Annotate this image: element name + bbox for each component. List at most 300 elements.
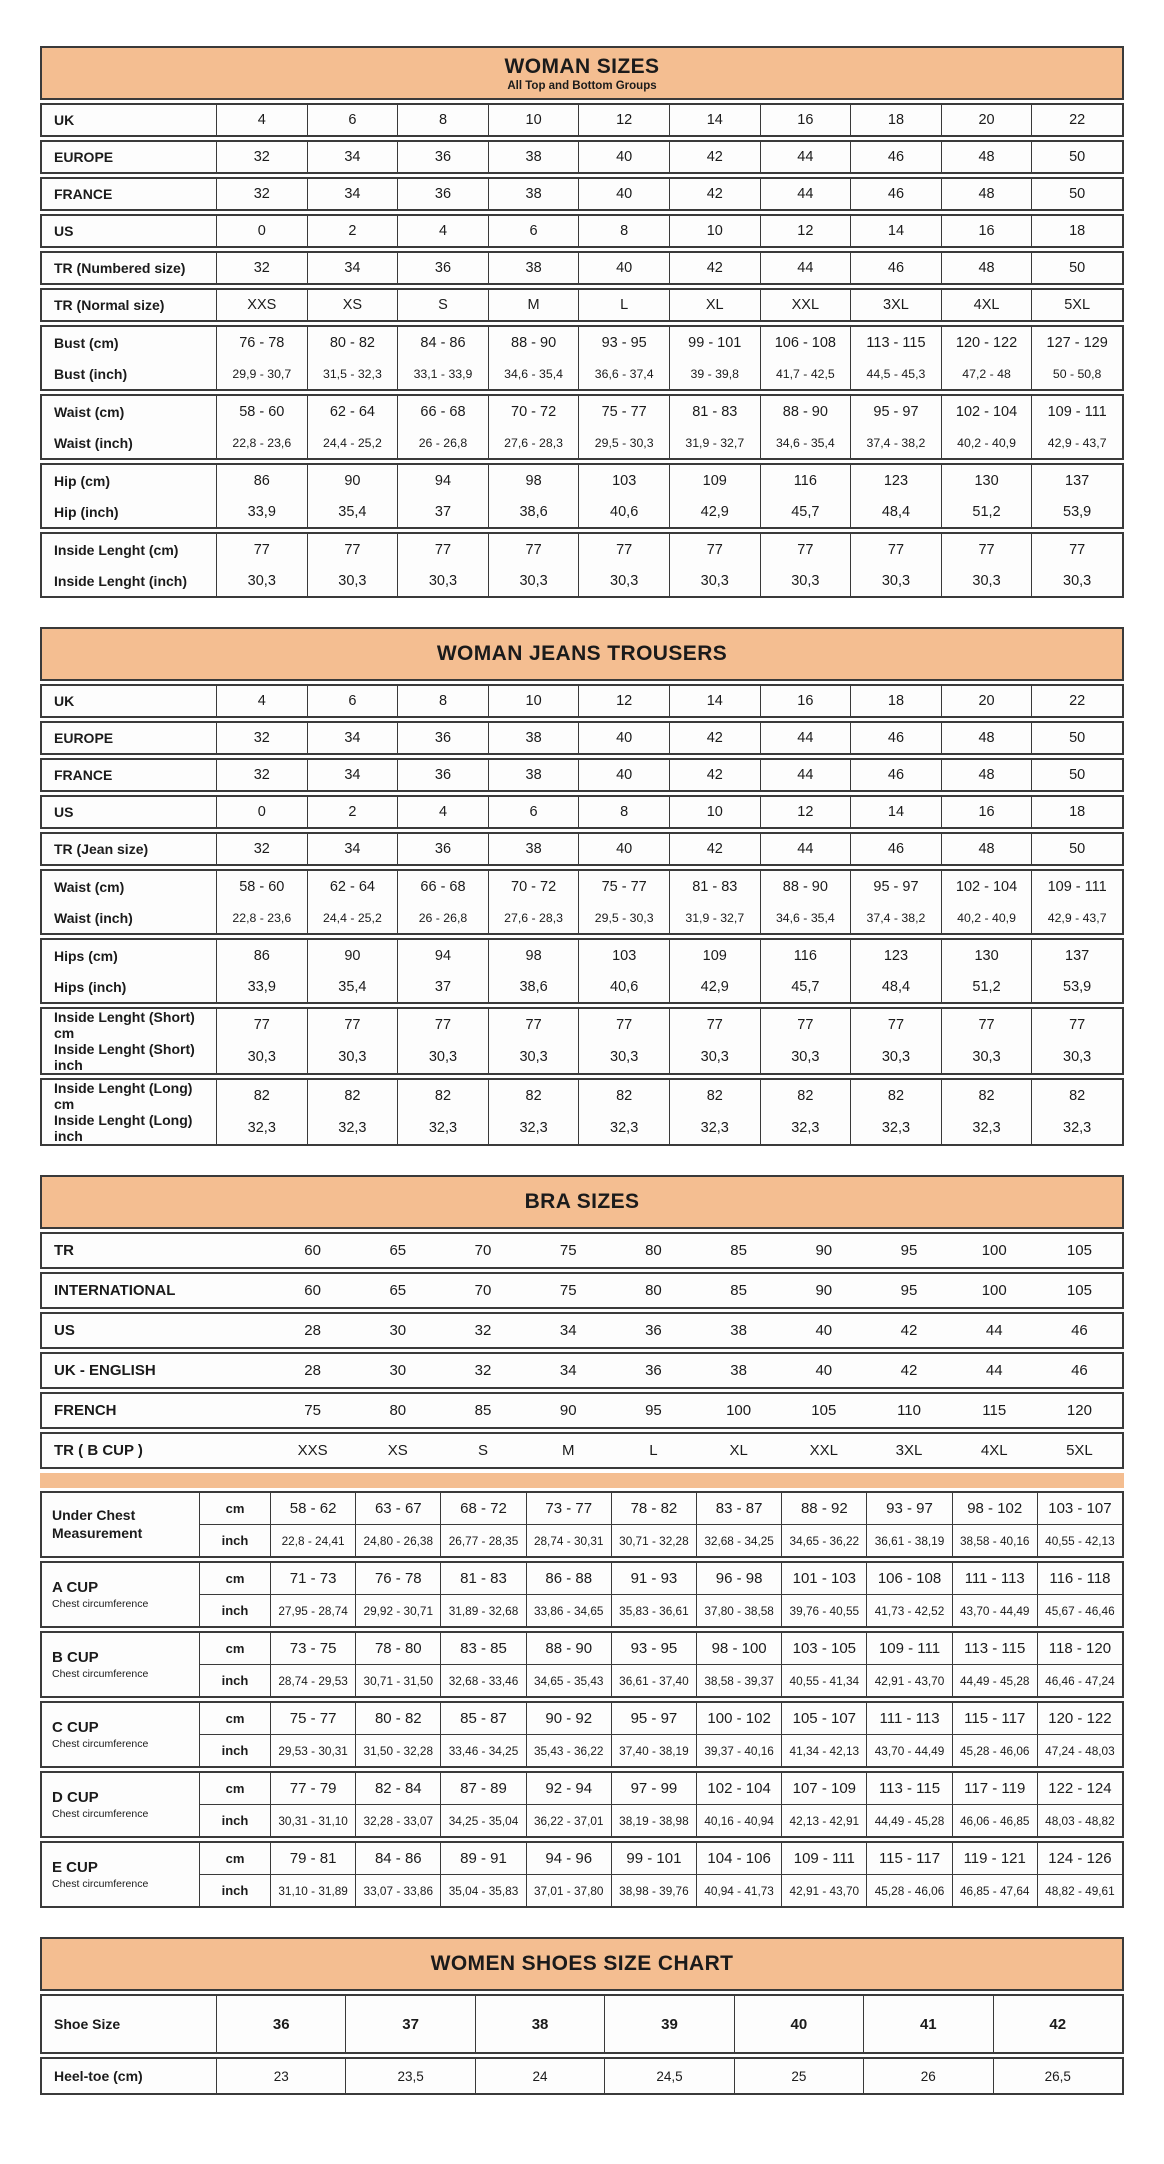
table-cell: 42,91 - 43,70 (867, 1665, 952, 1696)
table-cell: 30,3 (308, 1041, 399, 1073)
table-cell: 0 (217, 216, 308, 246)
bra-header (40, 1175, 1124, 1229)
table-cell: 14 (670, 105, 761, 135)
table-cell: 73 - 77 (527, 1493, 612, 1524)
table-cell: 35,04 - 35,83 (441, 1875, 526, 1906)
table-cell: 37,40 - 38,19 (612, 1735, 697, 1766)
table-cell: 16 (942, 216, 1033, 246)
table-cell: 45,7 (761, 496, 852, 527)
table-cell: 32,3 (217, 1112, 308, 1144)
table-cell: 42,9 (670, 496, 761, 527)
table-cell: 33,46 - 34,25 (441, 1735, 526, 1766)
table-cell: 38 (489, 760, 580, 790)
table-cell: 30,3 (942, 1041, 1033, 1073)
table-cell: 88 - 90 (489, 327, 580, 358)
jeans-table (40, 627, 1124, 1146)
table-cell: 42 (670, 179, 761, 209)
table-group-inside-short (40, 1007, 1124, 1075)
table-cell: 98 (489, 465, 580, 496)
table-cell: 10 (670, 216, 761, 246)
row-values (271, 1563, 1122, 1594)
table-cell: 102 - 104 (942, 871, 1033, 902)
table-cell: 40 (815, 1362, 833, 1379)
row-label: TR (Normal size) (42, 290, 217, 320)
table-cell: 4XL (980, 1442, 1008, 1459)
row-label: TR (Jean size) (42, 834, 217, 864)
table-cell: 120 (1066, 1402, 1092, 1419)
table-cell: 33,9 (217, 971, 308, 1002)
table-cell: 44 (761, 142, 852, 172)
table-cell: 33,86 - 34,65 (527, 1595, 612, 1626)
row-values (271, 1595, 1122, 1626)
table-cell: 42 (670, 253, 761, 283)
table-cell: 109 (670, 465, 761, 496)
table-cell: 77 (217, 1009, 308, 1041)
table-group-waist (40, 869, 1124, 935)
table-cell: 46 (851, 179, 942, 209)
table-cell: 32 (217, 253, 308, 283)
table-cell: 38,58 - 39,37 (697, 1665, 782, 1696)
table-cell: 37,4 - 38,2 (851, 902, 942, 933)
row-label: EUROPE (42, 723, 217, 753)
table-cell: 32,3 (851, 1112, 942, 1144)
table-cell: 30 (389, 1362, 407, 1379)
table-cell: 105 - 107 (782, 1703, 867, 1734)
row-label: Shoe Size (42, 1996, 217, 2052)
table-cell: 77 (308, 534, 399, 565)
table-cell: 42,91 - 43,70 (782, 1875, 867, 1906)
table-cell: 37,01 - 37,80 (527, 1875, 612, 1906)
table-cell: 85 (474, 1402, 492, 1419)
table-cell: 32,3 (761, 1112, 852, 1144)
table-cell: 32 (474, 1362, 492, 1379)
table-cell: 30,3 (1063, 1049, 1092, 1065)
row-values (271, 1703, 1122, 1734)
table-cell: 18 (1069, 804, 1086, 820)
table-cell: 41,34 - 42,13 (782, 1735, 867, 1766)
table-row-us (40, 795, 1124, 829)
table-cell: 38,58 - 40,16 (953, 1525, 1038, 1556)
table-cell: 103 (579, 465, 670, 496)
row-values (217, 496, 1122, 527)
table-cell: 6 (489, 216, 580, 246)
table-cell: 62 - 64 (308, 871, 399, 902)
table-cell: 37,80 - 38,58 (697, 1595, 782, 1626)
row-values (217, 1112, 1122, 1144)
group-label: E CUP Chest circumference (42, 1843, 200, 1906)
table-cell: 82 (217, 1080, 308, 1112)
table-cell: 68 - 72 (441, 1493, 526, 1524)
table-cell: 80 - 82 (308, 327, 399, 358)
table-cell: 94 (398, 465, 489, 496)
table-cell: 77 (942, 1009, 1033, 1041)
row-values (217, 940, 1122, 971)
table-cell: 34,65 - 35,43 (527, 1665, 612, 1696)
table-cell: 8 (398, 105, 489, 135)
row-values (271, 1525, 1122, 1556)
table-cell: 32 (217, 723, 308, 753)
table-cell: 44,49 - 45,28 (953, 1665, 1038, 1696)
table-row-uk (40, 103, 1124, 137)
table-cell: 65 (389, 1242, 407, 1259)
table-cell: 36,6 - 37,4 (579, 358, 670, 389)
row-values (271, 1633, 1122, 1664)
unit-label: cm (200, 1703, 271, 1734)
table-cell: 16 (761, 686, 852, 716)
table-cell: 90 (308, 465, 399, 496)
group-label: Under Chest Measurement (42, 1493, 200, 1556)
table-cell: 42,9 - 43,7 (1047, 435, 1107, 450)
table-cell: 2 (308, 216, 399, 246)
table-cell: 42 (670, 760, 761, 790)
table-cell: 27,95 - 28,74 (271, 1595, 356, 1626)
table-cell: 42 (670, 142, 761, 172)
table-cell: 26,77 - 28,35 (441, 1525, 526, 1556)
table-cell: 78 - 82 (612, 1493, 697, 1524)
row-label: TR (Numbered size) (42, 253, 217, 283)
table-cell: 31,5 - 32,3 (308, 358, 399, 389)
table-cell: 40 (579, 760, 670, 790)
table-cell: 105 (1066, 1242, 1092, 1259)
table-cell: 14 (670, 686, 761, 716)
table-cell: 36 (645, 1362, 662, 1379)
group-label: A CUP Chest circumference (42, 1563, 200, 1626)
table-cell: 77 (670, 534, 761, 565)
table-cell: 39 (605, 1996, 734, 2052)
table-cell: 30,71 - 31,50 (356, 1665, 441, 1696)
table-cell: 14 (851, 216, 942, 246)
table-cell: 82 (851, 1080, 942, 1112)
table-cell: 12 (579, 686, 670, 716)
table-cell: 111 - 113 (953, 1563, 1038, 1594)
bra-group-b-cup (40, 1631, 1124, 1698)
table-cell: 34,65 - 36,22 (782, 1525, 867, 1556)
table-cell: 111 - 113 (867, 1703, 952, 1734)
table-cell: 46 (851, 253, 942, 283)
row-values (217, 1009, 1122, 1041)
bra-table (40, 1175, 1124, 1908)
table-cell: 123 (851, 465, 942, 496)
table-cell: 38 (489, 253, 580, 283)
table-cell: 106 - 108 (867, 1563, 952, 1594)
table-cell: 12 (761, 797, 852, 827)
row-values (217, 253, 1122, 283)
row-values (217, 902, 1122, 933)
table-cell: 30,3 (579, 1041, 670, 1073)
woman-sizes-header (40, 46, 1124, 100)
table-cell: 10 (489, 686, 580, 716)
table-cell: 77 (308, 1009, 399, 1041)
table-cell: 41,73 - 42,52 (867, 1595, 952, 1626)
row-label: FRANCE (42, 760, 217, 790)
table-cell: 70 (474, 1282, 492, 1299)
table-cell: 32 (217, 834, 308, 864)
table-cell: 77 (1069, 1017, 1086, 1033)
table-cell: 77 (851, 1009, 942, 1041)
table-row-europe (40, 721, 1124, 755)
table-subtitle: All Top and Bottom Groups (507, 80, 657, 92)
table-cell: 77 - 79 (271, 1773, 356, 1804)
row-values (217, 327, 1122, 358)
table-cell: 36,22 - 37,01 (527, 1805, 612, 1836)
row-label: Heel-toe (cm) (42, 2059, 217, 2093)
table-group-inside-length (40, 532, 1124, 598)
table-cell: 90 (815, 1282, 833, 1299)
table-cell: 29,53 - 30,31 (271, 1735, 356, 1766)
row-values (217, 465, 1122, 496)
table-cell: 30,3 (398, 565, 489, 596)
row-values (217, 871, 1122, 902)
table-cell: 80 (645, 1282, 662, 1299)
table-cell: 30,3 (398, 1041, 489, 1073)
table-cell: 42 (1049, 2015, 1067, 2033)
table-cell: 94 (398, 940, 489, 971)
table-cell: 28 (304, 1362, 321, 1379)
table-cell: 105 (1066, 1282, 1092, 1299)
table-cell: 38,98 - 39,76 (612, 1875, 697, 1906)
row-label: Waist (cm) (42, 396, 217, 427)
table-cell: 42 (670, 723, 761, 753)
table-cell: 70 (474, 1242, 492, 1259)
table-cell: 120 - 122 (942, 327, 1033, 358)
table-cell: 29,5 - 30,3 (579, 902, 670, 933)
table-cell: 100 (981, 1282, 1007, 1299)
row-values (271, 1843, 1122, 1874)
table-cell: 32 (217, 760, 308, 790)
table-cell: 36 (645, 1322, 662, 1339)
row-label: UK (42, 686, 217, 716)
table-cell: 34,6 - 35,4 (761, 902, 852, 933)
table-cell: 110 (897, 1402, 921, 1419)
table-cell: 90 (559, 1402, 577, 1419)
table-cell: 44 (985, 1322, 1003, 1339)
row-values (217, 971, 1122, 1002)
table-cell: 95 (645, 1402, 662, 1419)
table-cell: 38,6 (489, 971, 580, 1002)
table-cell: 36 (398, 723, 489, 753)
table-group-inside-long (40, 1078, 1124, 1146)
table-row-shoe-size (40, 1994, 1124, 2054)
table-cell: 44 (761, 253, 852, 283)
table-cell: 16 (942, 797, 1033, 827)
table-cell: 36,61 - 37,40 (612, 1665, 697, 1696)
table-cell: 88 - 90 (527, 1633, 612, 1664)
table-cell: 75 - 77 (271, 1703, 356, 1734)
unit-label: inch (200, 1595, 271, 1626)
table-cell: 30,3 (851, 565, 942, 596)
shoes-table (40, 1937, 1124, 2095)
table-cell: 85 - 87 (441, 1703, 526, 1734)
table-cell: 28 (304, 1322, 321, 1339)
table-cell: 36 (398, 760, 489, 790)
table-cell: 60 (304, 1282, 321, 1299)
table-cell: 34 (308, 142, 399, 172)
row-values (217, 427, 1122, 458)
table-cell: 82 (398, 1080, 489, 1112)
table-cell: 10 (489, 105, 580, 135)
table-cell: 40,2 - 40,9 (942, 902, 1033, 933)
table-cell: 39,76 - 40,55 (782, 1595, 867, 1626)
row-values (217, 216, 1122, 246)
table-cell: 117 - 119 (953, 1773, 1038, 1804)
row-values (217, 760, 1122, 790)
table-cell: 109 - 111 (782, 1843, 867, 1874)
table-cell: 88 - 90 (761, 871, 852, 902)
table-cell: 115 - 117 (867, 1843, 952, 1874)
table-cell: XXS (297, 1442, 328, 1459)
unit-label: cm (200, 1843, 271, 1874)
table-cell: 38 (730, 1362, 747, 1379)
row-values (217, 1080, 1122, 1112)
table-cell: 48 (942, 723, 1033, 753)
table-cell: 46 (1071, 1362, 1088, 1379)
table-cell: 32,68 - 33,46 (441, 1665, 526, 1696)
table-cell: 42,9 - 43,7 (1047, 910, 1107, 925)
table-cell: 119 - 121 (953, 1843, 1038, 1874)
row-values (270, 1354, 1122, 1387)
table-cell: 8 (579, 797, 670, 827)
table-cell: S (478, 1442, 489, 1459)
table-cell: 50 - 50,8 (1052, 366, 1102, 381)
table-cell: 32,3 (398, 1112, 489, 1144)
row-values (217, 1041, 1122, 1073)
table-cell: 40 (735, 1996, 864, 2052)
table-cell: 95 - 97 (851, 396, 942, 427)
table-cell: 82 (1069, 1088, 1086, 1104)
table-cell: XS (387, 1442, 408, 1459)
table-cell: XS (308, 290, 399, 320)
table-cell: 66 - 68 (398, 871, 489, 902)
table-cell: 77 (489, 1009, 580, 1041)
table-cell: 106 - 108 (761, 327, 852, 358)
row-label: Hips (inch) (42, 971, 217, 1002)
table-cell: 32,3 (670, 1112, 761, 1144)
table-cell: 109 - 111 (1047, 403, 1107, 420)
row-values (271, 1805, 1122, 1836)
row-values (217, 358, 1122, 389)
table-cell: 87 - 89 (441, 1773, 526, 1804)
table-cell: 50 (1069, 186, 1086, 202)
table-cell: 36 (398, 253, 489, 283)
row-values (217, 686, 1122, 716)
row-label: UK (42, 105, 217, 135)
table-cell: 35,4 (308, 496, 399, 527)
table-cell: 34 (308, 179, 399, 209)
table-cell: 82 (308, 1080, 399, 1112)
table-cell: XXL (761, 290, 852, 320)
unit-label: cm (200, 1773, 271, 1804)
row-label: US (42, 216, 217, 246)
table-cell: XL (729, 1442, 748, 1459)
row-label: FRENCH (54, 1402, 117, 1419)
table-cell: 45,28 - 46,06 (953, 1735, 1038, 1766)
table-cell: 40 (579, 142, 670, 172)
table-cell: 4 (398, 216, 489, 246)
table-cell: 24,5 (605, 2059, 734, 2093)
table-cell: 27,6 - 28,3 (489, 902, 580, 933)
table-cell: 28,74 - 29,53 (271, 1665, 356, 1696)
row-values (217, 142, 1122, 172)
table-row-us (40, 214, 1124, 248)
table-cell: 118 - 120 (1048, 1640, 1112, 1657)
table-cell: 82 - 84 (356, 1773, 441, 1804)
table-cell: 37 (398, 496, 489, 527)
table-cell: 40,16 - 40,94 (697, 1805, 782, 1836)
table-cell: XXL (809, 1442, 838, 1459)
row-values (217, 396, 1122, 427)
table-cell: 40 (579, 834, 670, 864)
table-cell: 48 (942, 179, 1033, 209)
table-cell: 46 (1071, 1322, 1088, 1339)
table-cell: 4 (217, 105, 308, 135)
table-row-tr-numbered (40, 251, 1124, 285)
table-cell: 105 (811, 1402, 837, 1419)
row-label: Waist (inch) (42, 902, 217, 933)
table-cell: M (561, 1442, 575, 1459)
row-values (271, 1773, 1122, 1804)
table-cell: 38 (489, 723, 580, 753)
table-cell: 36,61 - 38,19 (867, 1525, 952, 1556)
table-cell: S (398, 290, 489, 320)
row-values (217, 797, 1122, 827)
table-row-tr (40, 1232, 1124, 1269)
table-cell: 40 (579, 723, 670, 753)
table-cell: 63 - 67 (356, 1493, 441, 1524)
row-values (271, 1493, 1122, 1524)
table-cell: 51,2 (942, 971, 1033, 1002)
table-row-french (40, 1392, 1124, 1429)
row-label: Hips (cm) (42, 940, 217, 971)
table-row-uk-english (40, 1352, 1124, 1389)
table-cell: 116 (761, 940, 852, 971)
table-cell: 30,3 (670, 1041, 761, 1073)
table-cell: 42 (900, 1362, 918, 1379)
unit-label: inch (200, 1735, 271, 1766)
table-cell: 80 - 82 (356, 1703, 441, 1734)
table-cell: 20 (942, 686, 1033, 716)
table-cell: 41,7 - 42,5 (761, 358, 852, 389)
group-label: B CUP Chest circumference (42, 1633, 200, 1696)
table-cell: 3XL (895, 1442, 923, 1459)
group-label: D CUP Chest circumference (42, 1773, 200, 1836)
table-row-heel-toe (40, 2057, 1124, 2095)
table-cell: 32,3 (489, 1112, 580, 1144)
table-cell: 24 (476, 2059, 605, 2093)
table-cell: 84 - 86 (398, 327, 489, 358)
table-cell: 37,4 - 38,2 (851, 427, 942, 458)
table-cell: 2 (308, 797, 399, 827)
table-cell: 31,9 - 32,7 (670, 902, 761, 933)
table-cell: 116 (761, 465, 852, 496)
table-cell: 42,13 - 42,91 (782, 1805, 867, 1836)
table-cell: 82 (489, 1080, 580, 1112)
table-cell: 81 - 83 (670, 871, 761, 902)
table-cell: 5XL (1066, 1442, 1093, 1459)
table-cell: 32,3 (942, 1112, 1033, 1144)
row-label: UK - ENGLISH (54, 1362, 156, 1379)
table-cell: 30,3 (851, 1041, 942, 1073)
table-row-international (40, 1272, 1124, 1309)
table-cell: 58 - 62 (271, 1493, 356, 1524)
table-cell: 44 (761, 179, 852, 209)
shoes-header (40, 1937, 1124, 1991)
table-cell: 32,3 (308, 1112, 399, 1144)
table-cell: 34 (308, 723, 399, 753)
table-cell: 44 (761, 760, 852, 790)
table-cell: 27,6 - 28,3 (489, 427, 580, 458)
table-cell: 120 - 122 (1048, 1710, 1112, 1727)
table-cell: 35,43 - 36,22 (527, 1735, 612, 1766)
